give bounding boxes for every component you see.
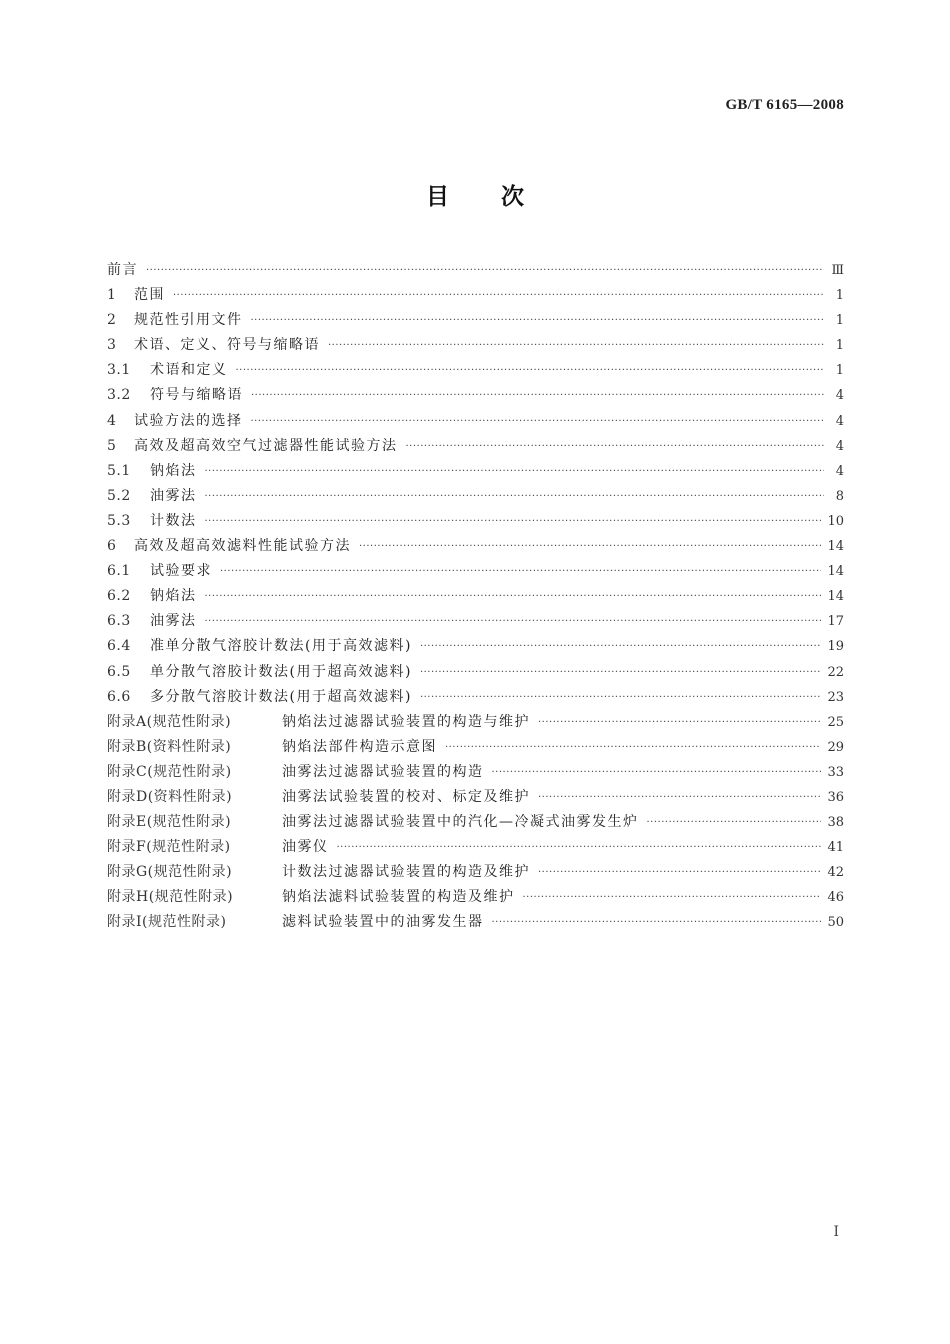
toc-entry-title: 钠焰法 bbox=[150, 462, 197, 479]
toc-entry-page: 46 bbox=[827, 890, 844, 906]
toc-entry[interactable] bbox=[107, 333, 844, 358]
toc-entry[interactable] bbox=[107, 509, 844, 534]
toc-entry-page: 17 bbox=[827, 614, 844, 630]
toc-entry-number: 6.3 bbox=[107, 613, 131, 630]
toc-entry-title: 多分散气溶胶计数法(用于超高效滤料) bbox=[150, 688, 412, 705]
toc-dot-leader bbox=[205, 459, 825, 484]
toc-entry-page: 14 bbox=[827, 589, 844, 605]
toc-entry-title: 油雾仪 bbox=[282, 839, 329, 856]
toc-entry[interactable] bbox=[107, 434, 844, 459]
toc-entry-page: Ⅲ bbox=[831, 263, 844, 278]
toc-entry-title: 油雾法过滤器试验装置中的汽化—冷凝式油雾发生炉 bbox=[282, 814, 639, 831]
toc-entry[interactable] bbox=[107, 308, 844, 333]
toc-dot-leader bbox=[647, 810, 822, 835]
toc-entry[interactable] bbox=[107, 534, 844, 559]
toc-dot-leader bbox=[420, 660, 822, 685]
toc-dot-leader bbox=[251, 308, 825, 333]
toc-entry-page: 33 bbox=[827, 764, 844, 780]
toc-entry-page: 19 bbox=[827, 639, 844, 655]
toc-entry-number: 附录H(规范性附录) bbox=[107, 889, 234, 906]
toc-entry-number: 4 bbox=[107, 412, 117, 429]
toc-dot-leader bbox=[538, 860, 821, 885]
toc-entry-page: 14 bbox=[827, 539, 844, 555]
toc-dot-leader bbox=[236, 358, 825, 383]
toc-entry[interactable] bbox=[107, 634, 844, 659]
toc-dot-leader bbox=[420, 634, 822, 659]
toc-entry[interactable] bbox=[107, 660, 844, 685]
toc-dot-leader bbox=[420, 685, 822, 710]
toc-entry-page: 1 bbox=[835, 288, 844, 304]
toc-dot-leader bbox=[406, 434, 825, 459]
toc-entry[interactable] bbox=[107, 584, 844, 609]
toc-entry-page: 41 bbox=[827, 840, 844, 856]
toc-entry[interactable] bbox=[107, 609, 844, 634]
toc-entry-title: 术语、定义、符号与缩略语 bbox=[134, 337, 320, 354]
toc-entry-title: 高效及超高效空气过滤器性能试验方法 bbox=[134, 437, 398, 454]
toc-entry-page: 23 bbox=[827, 689, 844, 705]
toc-entry[interactable] bbox=[107, 283, 844, 308]
toc-entry-number: 3.2 bbox=[107, 387, 131, 404]
toc-entry-page: 14 bbox=[827, 564, 844, 580]
toc-entry-title: 油雾法 bbox=[150, 613, 197, 630]
toc-entry-page: 4 bbox=[835, 438, 844, 454]
toc-entry-number: 6.4 bbox=[107, 638, 131, 655]
toc-entry[interactable] bbox=[107, 785, 844, 810]
toc-dot-leader bbox=[492, 910, 822, 935]
toc-entry[interactable] bbox=[107, 383, 844, 408]
toc-entry[interactable] bbox=[107, 760, 844, 785]
toc-entry-number: 附录C(规范性附录) bbox=[107, 763, 232, 780]
toc-dot-leader bbox=[337, 835, 822, 860]
toc-entry[interactable] bbox=[107, 885, 844, 910]
toc-entry-number: 附录G(规范性附录) bbox=[107, 864, 233, 881]
toc-entry-page: 1 bbox=[835, 313, 844, 329]
toc-entry[interactable] bbox=[107, 710, 844, 735]
toc-entry[interactable] bbox=[107, 258, 844, 283]
toc-entry-number: 5 bbox=[107, 437, 117, 454]
toc-entry-page: 8 bbox=[835, 488, 844, 504]
toc-dot-leader bbox=[146, 258, 824, 283]
toc-dot-leader bbox=[445, 735, 821, 760]
toc-entry[interactable] bbox=[107, 358, 844, 383]
toc-entry-page: 1 bbox=[835, 363, 844, 379]
toc-entry-title: 计数法过滤器试验装置的构造及维护 bbox=[282, 864, 530, 881]
toc-entry-number: 附录I(规范性附录) bbox=[107, 914, 227, 931]
toc-dot-leader bbox=[251, 409, 825, 434]
toc-entry-title: 术语和定义 bbox=[150, 362, 228, 379]
toc-entry-number: 1 bbox=[107, 287, 117, 304]
toc-entry-number: 5.1 bbox=[107, 462, 131, 479]
toc-entry-page: 38 bbox=[827, 815, 844, 831]
toc-entry[interactable] bbox=[107, 484, 844, 509]
toc-entry-number: 附录F(规范性附录) bbox=[107, 839, 231, 856]
toc-entry-title: 钠焰法部件构造示意图 bbox=[282, 738, 437, 755]
toc-entry-page: 4 bbox=[835, 413, 844, 429]
toc-entry-number: 6.6 bbox=[107, 688, 131, 705]
standard-code: GB/T 6165—2008 bbox=[725, 97, 844, 113]
toc-entry-title: 试验方法的选择 bbox=[134, 412, 243, 429]
toc-dot-leader bbox=[205, 484, 825, 509]
toc-dot-leader bbox=[205, 584, 822, 609]
toc-entry-title: 油雾法试验装置的校对、标定及维护 bbox=[282, 788, 530, 805]
toc-dot-leader bbox=[205, 609, 822, 634]
toc-entry-number: 附录E(规范性附录) bbox=[107, 814, 232, 831]
toc-entry-number: 6 bbox=[107, 538, 117, 555]
toc-entry-title: 符号与缩略语 bbox=[150, 387, 243, 404]
toc-entry-number: 附录A(规范性附录) bbox=[107, 713, 232, 730]
toc-entry-page: 4 bbox=[835, 388, 844, 404]
page-title: 目次 bbox=[426, 184, 576, 210]
toc-entry-title: 计数法 bbox=[150, 512, 197, 529]
toc-entry-number: 3 bbox=[107, 337, 117, 354]
toc-dot-leader bbox=[538, 785, 821, 810]
toc-entry[interactable] bbox=[107, 910, 844, 935]
table-of-contents bbox=[107, 258, 844, 936]
toc-entry-page: 4 bbox=[835, 463, 844, 479]
toc-entry-number: 5.3 bbox=[107, 512, 131, 529]
toc-entry[interactable] bbox=[107, 835, 844, 860]
toc-entry-title: 油雾法 bbox=[150, 487, 197, 504]
toc-entry-title: 范围 bbox=[134, 287, 165, 304]
toc-entry[interactable] bbox=[107, 860, 844, 885]
toc-dot-leader bbox=[492, 760, 822, 785]
toc-entry-number: 附录D(资料性附录) bbox=[107, 788, 233, 805]
toc-entry-page: 1 bbox=[835, 338, 844, 354]
toc-entry[interactable] bbox=[107, 459, 844, 484]
toc-entry-title: 规范性引用文件 bbox=[134, 312, 243, 329]
toc-entry-page: 29 bbox=[827, 739, 844, 755]
toc-entry-title: 钠焰法滤料试验装置的构造及维护 bbox=[282, 889, 515, 906]
toc-entry-title: 钠焰法 bbox=[150, 588, 197, 605]
toc-entry-number: 2 bbox=[107, 312, 117, 329]
toc-entry-page: 22 bbox=[827, 664, 844, 680]
toc-entry-title: 准单分散气溶胶计数法(用于高效滤料) bbox=[150, 638, 412, 655]
toc-entry[interactable] bbox=[107, 559, 844, 584]
toc-entry-title: 前言 bbox=[107, 262, 138, 278]
toc-entry[interactable] bbox=[107, 735, 844, 760]
toc-dot-leader bbox=[359, 534, 821, 559]
toc-dot-leader bbox=[251, 383, 824, 408]
toc-entry-page: 42 bbox=[827, 865, 844, 881]
toc-entry-title: 油雾法过滤器试验装置的构造 bbox=[282, 763, 484, 780]
toc-entry-title: 单分散气溶胶计数法(用于超高效滤料) bbox=[150, 663, 412, 680]
toc-entry-title: 试验要求 bbox=[150, 563, 212, 580]
toc-entry-number: 3.1 bbox=[107, 362, 131, 379]
toc-entry-title: 钠焰法过滤器试验装置的构造与维护 bbox=[282, 713, 530, 730]
toc-entry-page: 50 bbox=[827, 915, 844, 931]
toc-entry-number: 6.1 bbox=[107, 563, 131, 580]
toc-dot-leader bbox=[328, 333, 824, 358]
toc-entry[interactable] bbox=[107, 685, 844, 710]
toc-dot-leader bbox=[220, 559, 821, 584]
page-number: I bbox=[833, 1224, 839, 1240]
toc-dot-leader bbox=[173, 283, 824, 308]
toc-dot-leader bbox=[205, 509, 822, 534]
toc-entry-page: 36 bbox=[827, 789, 844, 805]
toc-entry[interactable] bbox=[107, 409, 844, 434]
toc-entry-page: 10 bbox=[827, 513, 844, 529]
toc-dot-leader bbox=[523, 885, 822, 910]
toc-entry[interactable] bbox=[107, 810, 844, 835]
toc-entry-number: 5.2 bbox=[107, 487, 131, 504]
toc-dot-leader bbox=[538, 710, 821, 735]
toc-entry-title: 高效及超高效滤料性能试验方法 bbox=[134, 538, 351, 555]
toc-entry-number: 6.2 bbox=[107, 588, 131, 605]
toc-entry-page: 25 bbox=[827, 714, 844, 730]
toc-entry-title: 滤料试验装置中的油雾发生器 bbox=[282, 914, 484, 931]
toc-entry-number: 附录B(资料性附录) bbox=[107, 738, 232, 755]
toc-entry-number: 6.5 bbox=[107, 663, 131, 680]
